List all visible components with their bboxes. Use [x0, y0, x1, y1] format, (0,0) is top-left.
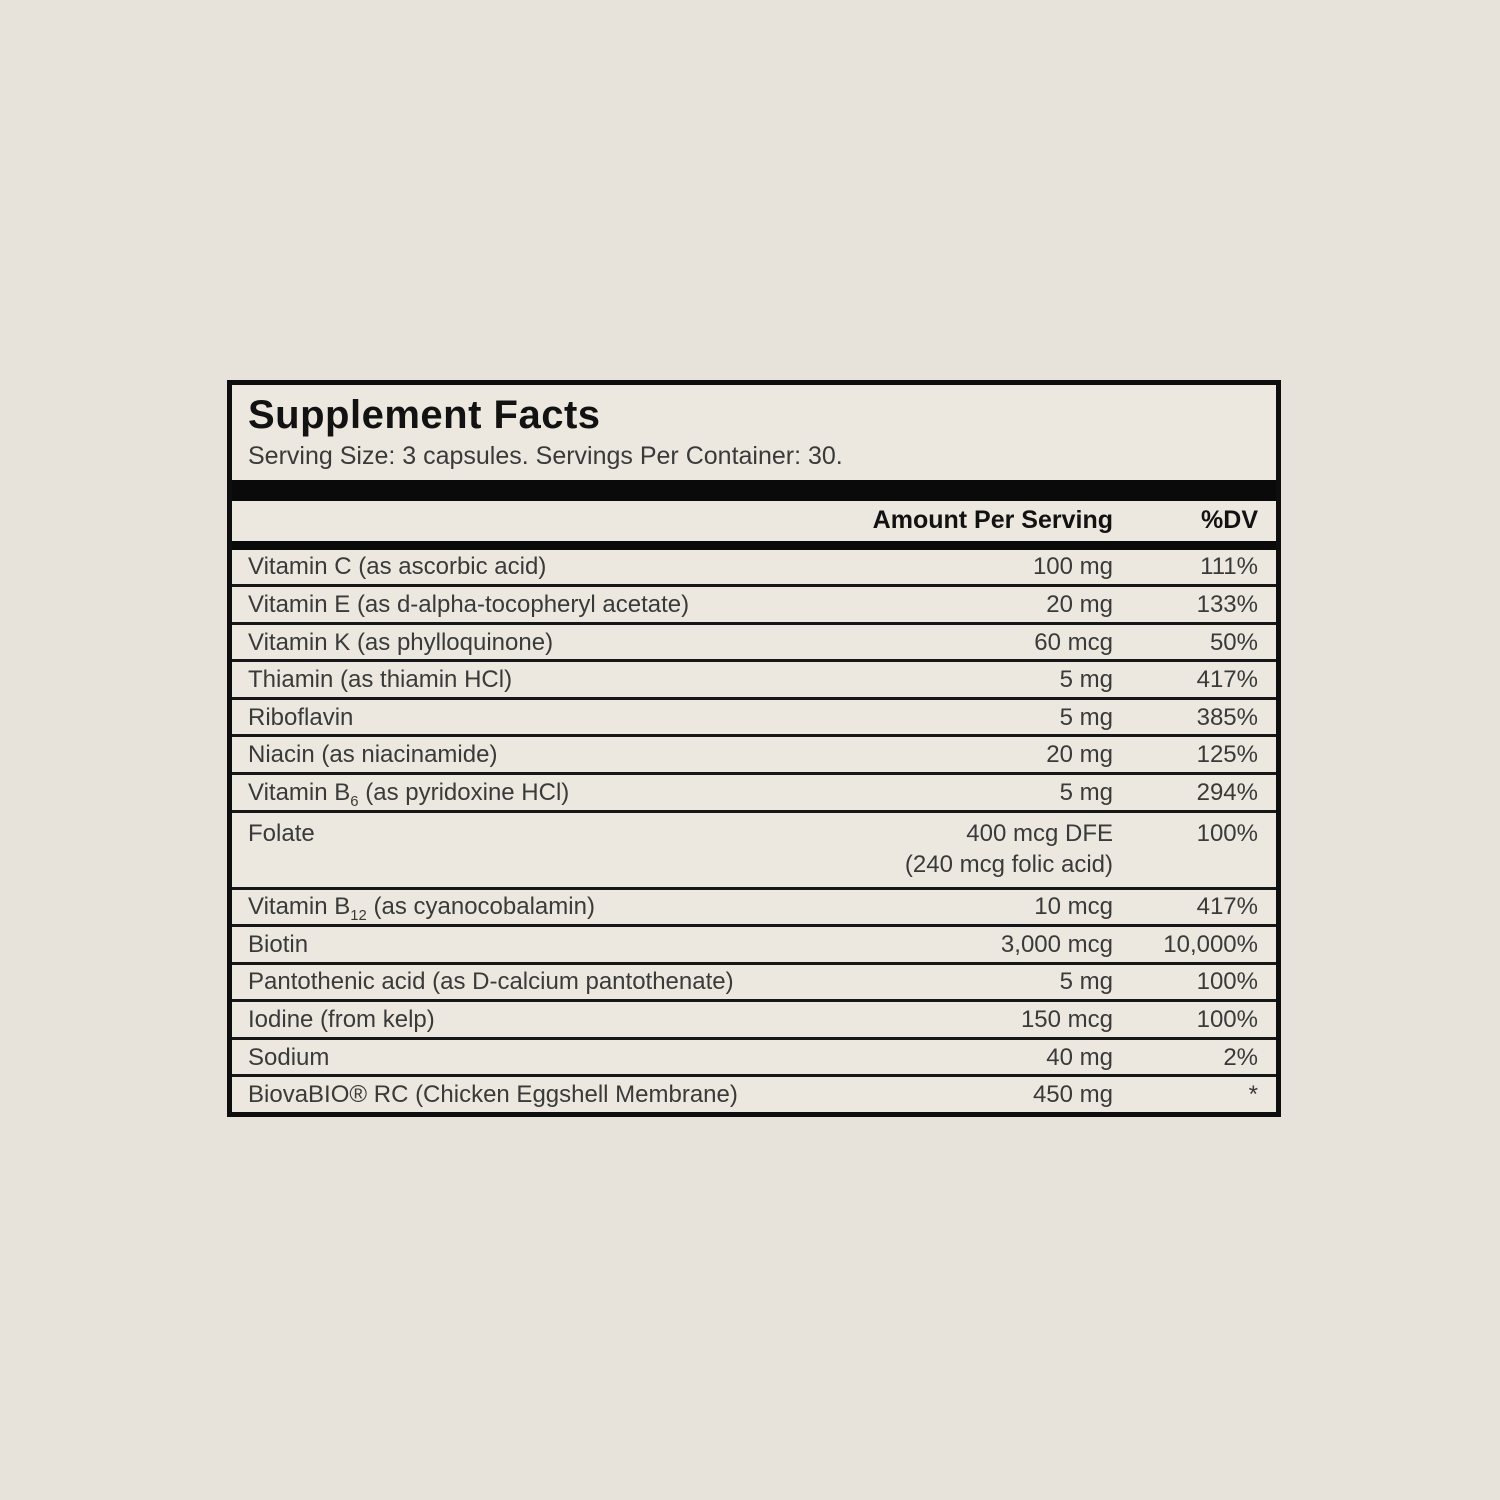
- serving-size-line: Serving Size: 3 capsules. Servings Per Container: 30.: [248, 442, 843, 470]
- nutrient-name: Thiamin (as thiamin HCl): [248, 666, 513, 694]
- nutrient-dv: 385%: [1196, 703, 1258, 731]
- nutrient-dv: 111%: [1200, 553, 1258, 581]
- thick-divider-bar: [232, 480, 1276, 501]
- nutrient-amount: 10 mcg: [1034, 893, 1113, 921]
- nutrient-dv: 50%: [1209, 628, 1258, 656]
- nutrient-amount: 40 mg: [1046, 1043, 1113, 1071]
- supplement-facts-panel: [227, 380, 1281, 1117]
- nutrient-amount: 400 mcg DFE (240 mcg folic acid): [783, 818, 1113, 880]
- nutrient-name: Niacin (as niacinamide): [248, 741, 498, 769]
- table-row: [232, 550, 1276, 588]
- table-row: [232, 737, 1276, 775]
- nutrient-name: Vitamin C (as ascorbic acid): [248, 553, 547, 581]
- nutrient-dv: 100%: [1196, 968, 1258, 996]
- nutrient-amount-line2: (240 mcg folic acid): [904, 850, 1113, 878]
- nutrient-dv: *: [1248, 1081, 1258, 1109]
- nutrient-name: Vitamin K (as phylloquinone): [248, 628, 554, 656]
- nutrient-name: Vitamin E (as d-alpha-tocopheryl acetate): [248, 590, 690, 618]
- nutrient-name: Vitamin $B_6$ (as pyridoxine HCl): [248, 778, 570, 810]
- nutrient-name: Riboflavin: [248, 703, 354, 731]
- nutrient-name: Folate: [248, 819, 315, 847]
- table-row: [232, 965, 1276, 1003]
- table-row: [232, 625, 1276, 663]
- nutrient-name: BiovaBIO® RC (Chicken Eggshell Membrane): [248, 1081, 738, 1109]
- nutrient-dv: 2%: [1223, 1043, 1258, 1071]
- table-row: [232, 775, 1276, 813]
- table-row: [232, 927, 1276, 965]
- nutrient-amount: 450 mg: [1032, 1081, 1113, 1109]
- nutrient-dv: 294%: [1196, 778, 1258, 806]
- nutrient-amount: 100 mg: [1032, 553, 1113, 581]
- nutrient-name: Iodine (from kelp): [248, 1005, 435, 1033]
- header-percent-dv: %DV: [1201, 506, 1258, 535]
- nutrient-dv: 417%: [1196, 893, 1258, 921]
- supplement-facts-title: Supplement Facts: [248, 393, 601, 437]
- table-row: [232, 587, 1276, 625]
- nutrient-amount: 150 mcg: [1020, 1005, 1113, 1033]
- table-row: [232, 700, 1276, 738]
- nutrient-dv: 100%: [1196, 819, 1258, 847]
- nutrient-amount: 20 mg: [1046, 741, 1113, 769]
- nutrient-amount: 5 mg: [1059, 666, 1113, 694]
- table-row: [232, 1040, 1276, 1078]
- nutrient-dv: 100%: [1196, 1005, 1258, 1033]
- nutrient-amount: 5 mg: [1059, 703, 1113, 731]
- header-amount-per-serving: Amount Per Serving: [872, 506, 1113, 535]
- nutrient-amount: 5 mg: [1059, 968, 1113, 996]
- table-header-row: [232, 501, 1276, 541]
- nutrient-name: Pantothenic acid (as D-calcium pantothenate): [248, 968, 734, 996]
- table-row: [232, 662, 1276, 700]
- nutrient-name: Biotin: [248, 930, 309, 958]
- table-row: [232, 1077, 1276, 1112]
- nutrient-dv: 133%: [1196, 590, 1258, 618]
- nutrient-amount: 20 mg: [1046, 590, 1113, 618]
- table-row: [232, 890, 1276, 928]
- nutrient-dv: 417%: [1196, 666, 1258, 694]
- table-row: [232, 813, 1276, 890]
- nutrient-amount: 60 mcg: [1034, 628, 1113, 656]
- nutrient-amount: 5 mg: [1059, 778, 1113, 806]
- facts-table: [232, 550, 1276, 1112]
- medium-divider-bar: [232, 541, 1276, 550]
- table-row: [232, 1002, 1276, 1040]
- nutrient-dv: 125%: [1196, 741, 1258, 769]
- nutrient-name: Vitamin $B_{12}$ (as cyanocobalamin): [248, 893, 595, 925]
- nutrient-amount: 3,000 mcg: [1000, 930, 1113, 958]
- nutrient-name: Sodium: [248, 1043, 330, 1071]
- nutrient-dv: 10,000%: [1163, 930, 1258, 958]
